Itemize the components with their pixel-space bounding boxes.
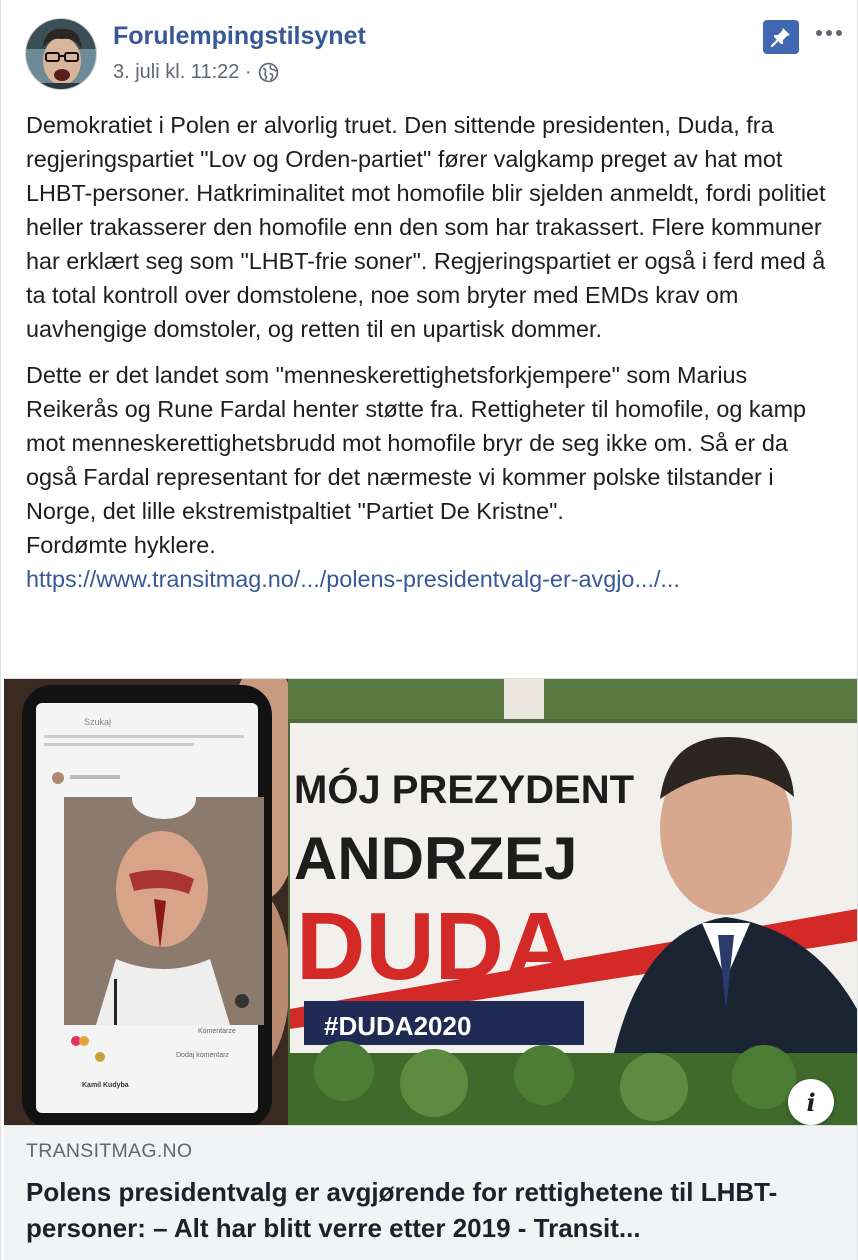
globe-icon[interactable] xyxy=(258,62,279,83)
preview-domain: TRANSITMAG.NO xyxy=(26,1140,193,1162)
post-paragraph: Dette er det landet som "menneskerettighetsforkjempere" som Marius Reikerås og Rune Fardal henter støtte fra. Rettigheter til homofile, og kamp mot menneskerettighetsbrudd mot homofile bryr de seg ikke om. Så er da også Fardal representant for det nærmeste vi kommer polske tilstander i Norge, det lille ekstremistpaltiet "Partiet De Kristne". xyxy=(26,362,807,524)
banner-line1: MÓJ PREZYDENT xyxy=(294,768,635,812)
post-timestamp[interactable]: 3. juli kl. 11:22 · xyxy=(113,61,252,83)
more-options-button[interactable] xyxy=(809,22,849,44)
phone-name-text: Kamil Kudyba xyxy=(82,1082,129,1089)
banner-line3: DUDA xyxy=(296,893,574,1000)
phone-search-text: Szukaj xyxy=(84,717,112,727)
preview-image[interactable] xyxy=(4,679,857,1125)
info-button[interactable]: i xyxy=(788,1079,834,1125)
ellipsis-dot xyxy=(826,30,832,36)
banner-tag: #DUDA2020 xyxy=(324,1011,472,1041)
avatar-image xyxy=(26,19,97,90)
link-preview[interactable] xyxy=(4,678,857,1260)
pin-button[interactable] xyxy=(763,20,799,54)
phone-add-comment-text: Dodaj komentarz xyxy=(176,1052,229,1059)
author-name[interactable]: Forulempingstilsynet xyxy=(113,22,366,50)
post-paragraph: Fordømte hyklere. xyxy=(26,532,216,558)
ellipsis-icon xyxy=(816,30,822,36)
preview-headline[interactable]: Polens presidentvalg er avgjørende for rettighetene til LHBT-personer: – Alt har blitt verre etter 2019 - Transit... xyxy=(26,1177,778,1243)
banner-line2: ANDRZEJ xyxy=(294,825,578,892)
ellipsis-dot xyxy=(836,30,842,36)
pin-icon xyxy=(770,26,792,48)
preview-photo xyxy=(4,679,857,1125)
post-paragraph: Demokratiet i Polen er alvorlig truet. Den sittende presidenten, Duda, fra regjeringspartiet "Lov og Orden-partiet" fører valgkamp preget av hat mot LHBT-personer. Hatkriminalitet mot homofile blir sjelden anmeldt, fordi politiet heller trakasserer den homofile enn den som har trakassert. Flere kommuner har erklært seg som "LHBT-frie soner". Regjeringspartiet er også i ferd med å ta total kontroll over domstolene, noe som bryter med EMDs krav om uavhengige domstoler, og retten til en upartisk dommer. xyxy=(26,112,826,342)
post-body xyxy=(26,108,841,596)
avatar[interactable] xyxy=(25,18,97,90)
preview-caption[interactable] xyxy=(4,1125,857,1260)
article-link[interactable]: https://www.transitmag.no/.../polens-presidentvalg-er-avgjo.../... xyxy=(26,566,680,592)
phone-comment-text: Komentarze xyxy=(198,1028,236,1035)
post-meta xyxy=(113,61,279,84)
